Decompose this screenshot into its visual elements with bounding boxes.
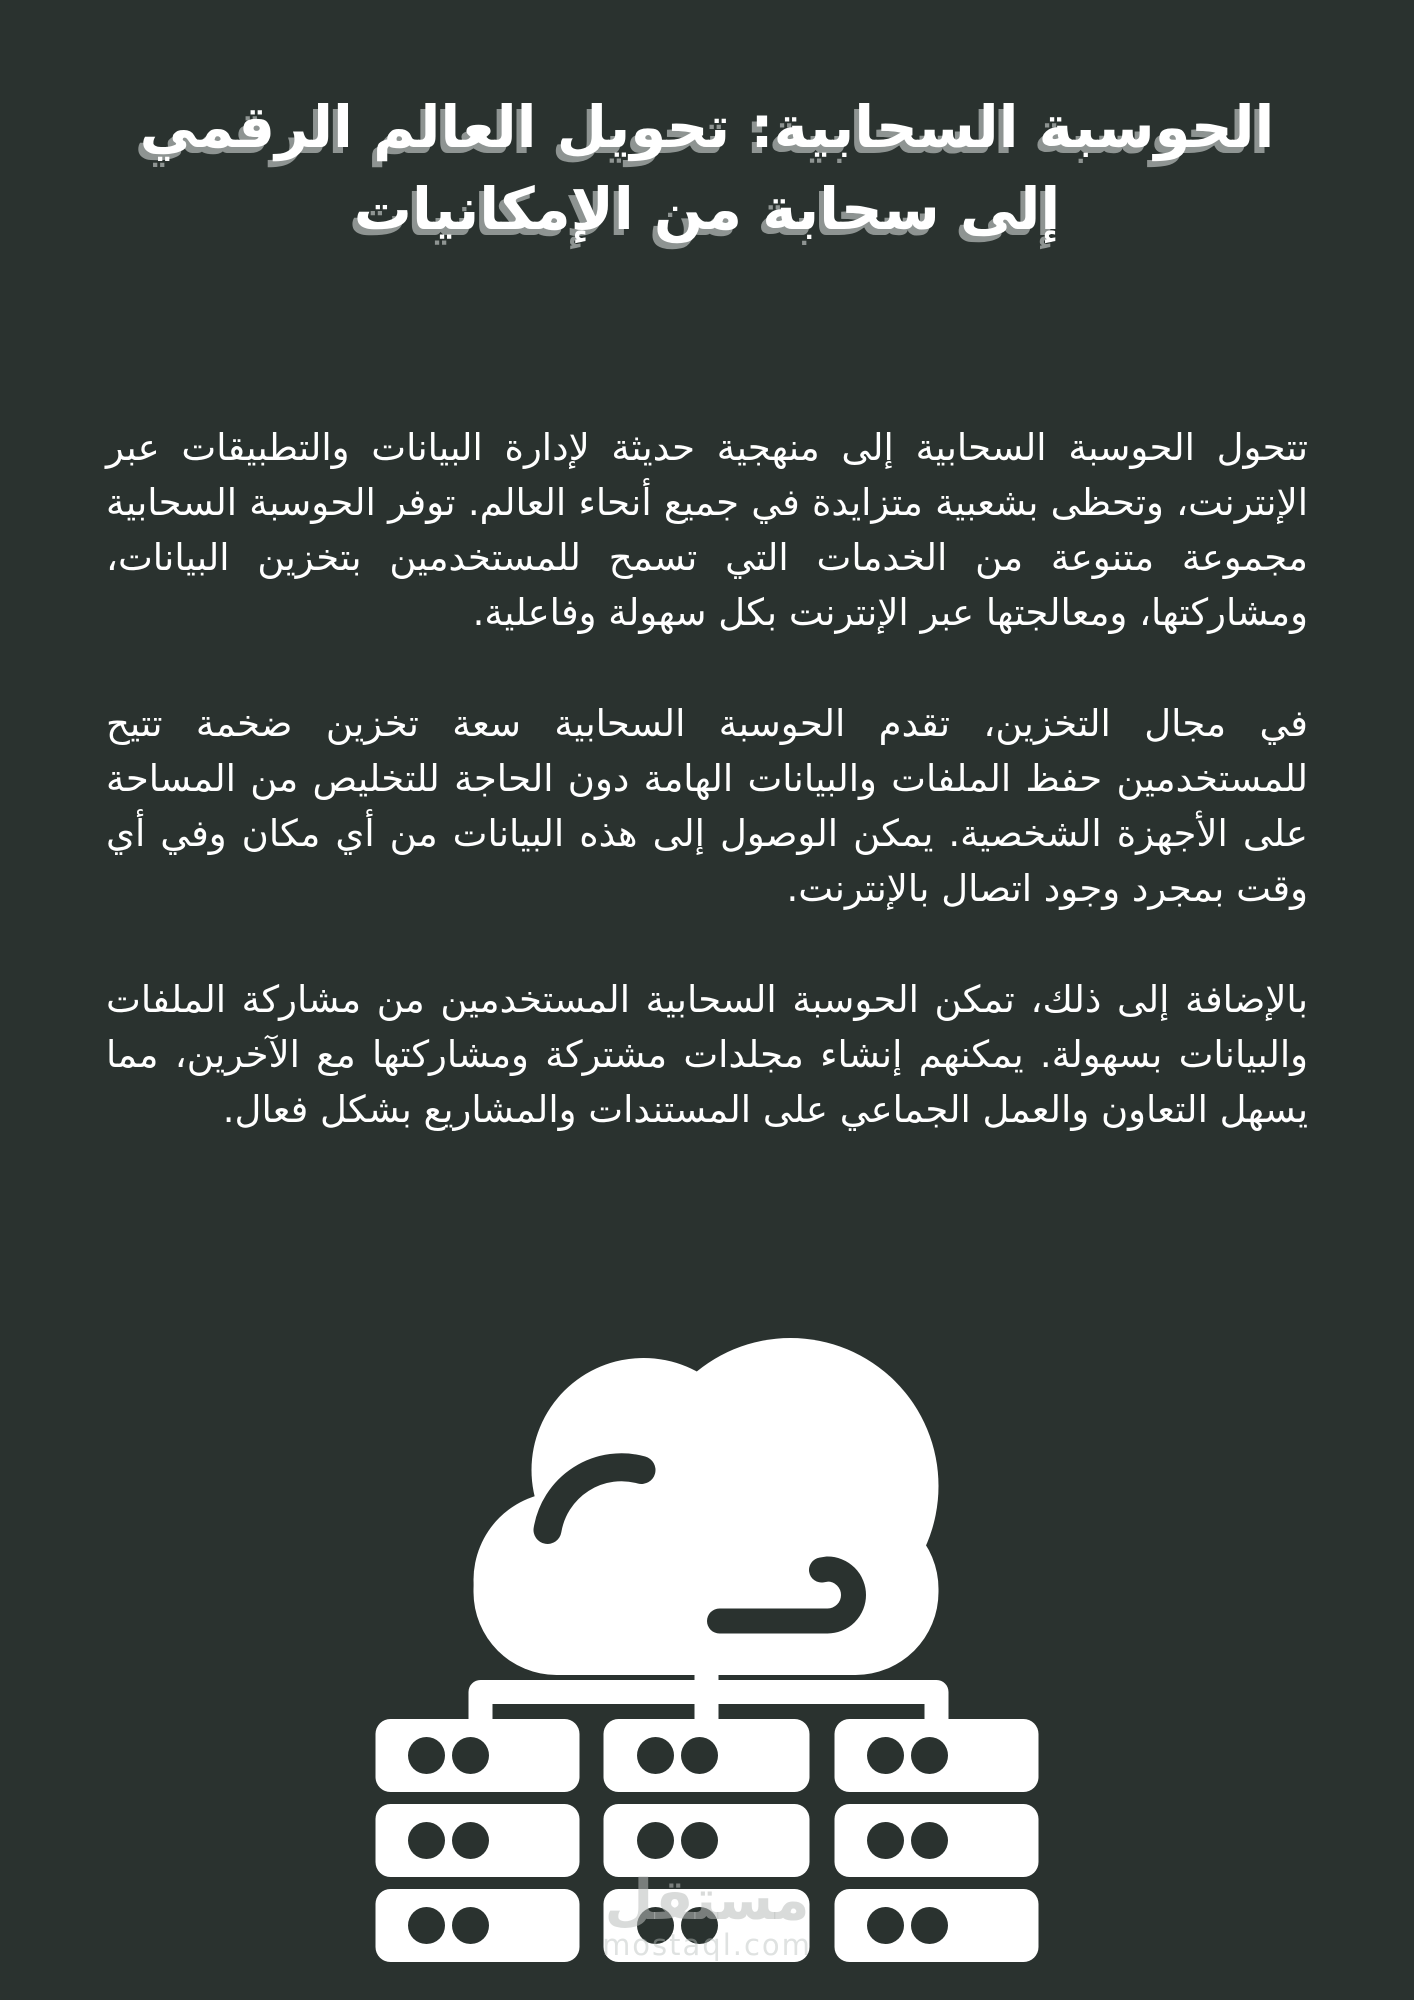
cloud-servers-illustration — [376, 1318, 1039, 1978]
watermark-logo-text: مستقل — [604, 1868, 810, 1933]
article-body — [106, 420, 1308, 1193]
article-paragraph-1: تتحول الحوسبة السحابية إلى منهجية حديثة لإدارة البيانات والتطبيقات عبر الإنترنت، وتحظى بشعبية متزايدة في جميع أنحاء العالم. توفر الحوسبة السحابية مجموعة متنوعة من الخدمات التي تسمح للمستخدمين بتخزين البيانات، ومشاركتها، ومعالجتها عبر الإنترنت بكل سهولة وفاعلية. — [106, 426, 1308, 634]
cloud-servers-icon — [376, 1318, 1039, 1978]
page-title-line-2: إلى سحابة من الإمكانيات — [353, 175, 1061, 243]
article-paragraph-2: في مجال التخزين، تقدم الحوسبة السحابية سعة تخزين ضخمة تتيح للمستخدمين حفظ الملفات والبيانات الهامة دون الحاجة للتخليص من المساحة على الأجهزة الشخصية. يمكن الوصول إلى هذه البيانات من أي مكان وفي أي وقت بمجرد وجود اتصال بالإنترنت. — [106, 702, 1308, 910]
article-paragraph-3: بالإضافة إلى ذلك، تمكن الحوسبة السحابية المستخدمين من مشاركة الملفات والبيانات بسهولة. يمكنهم إنشاء مجلدات مشتركة ومشاركتها مع الآخرين، مما يسهل التعاون والعمل الجماعي على المستندات والمشاريع بشكل فعال. — [106, 978, 1308, 1131]
page-title-line-1: الحوسبة السحابية: تحويل العالم الرقمي — [139, 93, 1275, 161]
page-title — [60, 86, 1354, 250]
cloud-icon — [474, 1338, 939, 1675]
server-racks — [376, 1719, 1039, 1962]
watermark-domain-text: mostaql.com — [602, 1928, 812, 1962]
